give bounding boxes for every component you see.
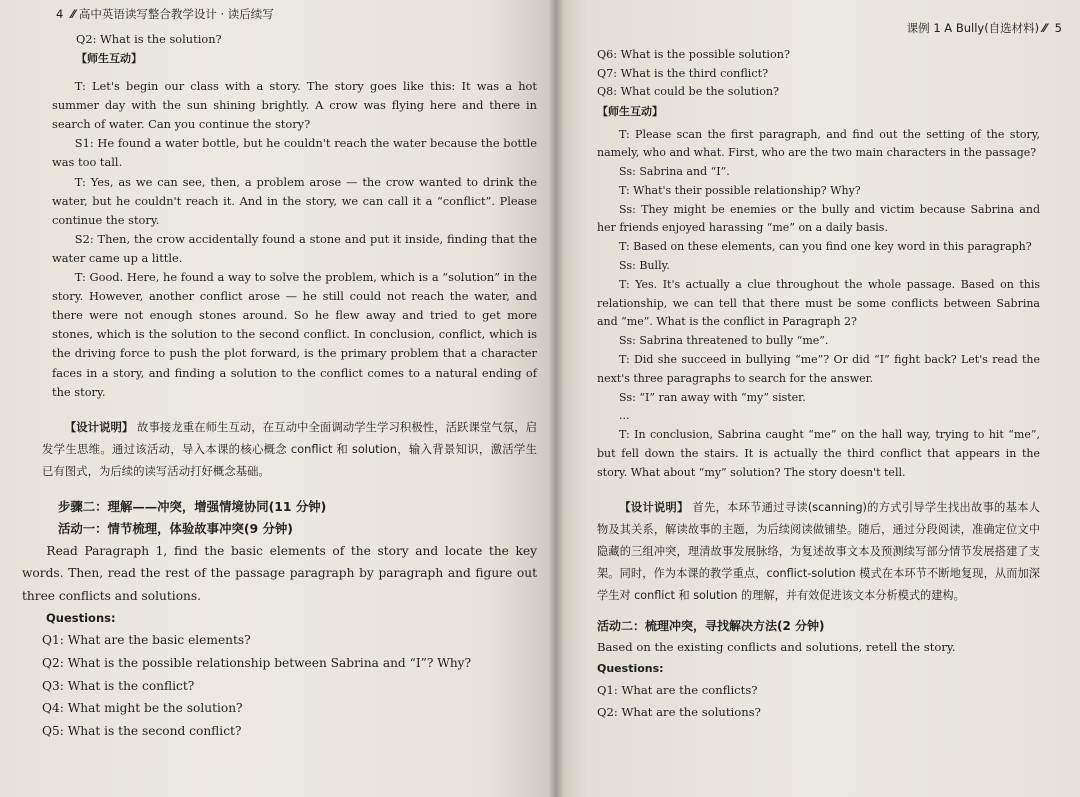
design-note — [22, 416, 537, 482]
instruction: Based on the existing conflicts and solutions, retell the story. — [597, 639, 956, 654]
dialogue-line: S2: Then, the crow accidentally found a stone and put it inside, finding that the water came up a little. — [52, 231, 537, 265]
interaction-label: 【师生互动】 — [76, 52, 142, 66]
activity-title: 活动二：梳理冲突，寻找解决方法(2 分钟) — [597, 618, 825, 633]
dialogue-line: T: Yes, as we can see, then, a problem arose — the crow wanted to drink the water, but he couldn't reach it. And in the story, we can call it a “conflict”. Please continue the story. — [52, 174, 537, 227]
right-page-header — [597, 20, 1070, 36]
question-item: Q6: What is the possible solution? — [597, 48, 790, 61]
dialogue-line: Ss: Sabrina and “I”. — [619, 165, 730, 179]
header-mark: ⁄⁄ — [1042, 21, 1047, 35]
question-item: Q2: What is the possible relationship between Sabrina and “I”? Why? — [42, 655, 472, 670]
dialogue-line: T: What's their possible relationship? Why? — [619, 183, 861, 197]
dialogue-line: T: Let's begin our class with a story. The story goes like this: It was a hot summer day with the sun shining brightly. A crow was flying here and there in search of water. Can you continue the story? — [52, 79, 537, 132]
question-item: Q7: What is the third conflict? — [597, 66, 769, 80]
dialogue-line: Ss: “I” ran away with “my” sister. — [619, 390, 806, 404]
question-item: Q1: What are the basic elements? — [42, 632, 251, 647]
question-item: Q2: What are the solutions? — [597, 704, 761, 719]
question-item: Q3: What is the conflict? — [42, 678, 195, 693]
question-q2: Q2: What is the solution? — [76, 32, 222, 46]
activity-title: 活动一：情节梳理，体验故事冲突(9 分钟) — [58, 520, 293, 536]
question-item: Q5: What is the second conflict? — [42, 724, 242, 739]
dialogue-line: T: Please scan the first paragraph, and find out the setting of the story, namely, who and what. First, who are the two main characters in the passage? — [597, 127, 1040, 160]
page-number: 5 — [1054, 21, 1062, 35]
dialogue-line: Ss: Bully. — [619, 259, 670, 273]
interaction-label: 【师生互动】 — [597, 104, 663, 118]
questions-label: Questions: — [46, 610, 116, 625]
design-note-text: 故事接龙重在师生互动，在互动中全面调动学生学习积极性，活跃课堂气氛，启发学生思维。通过该活动，导入本课的核心概念 conflict 和 solution，输入背景知识，激活学生已有图式，为后续的读写活动打好概念基础。 — [42, 419, 537, 478]
left-page-header — [48, 6, 537, 22]
dialogue-line: T: Yes. It's actually a clue throughout the whole passage. Based on this relationship, we can tell that there must be some conflicts between Sabrina and “me”. What is the conflict in Paragraph 2? — [597, 277, 1040, 329]
design-note-label: 【设计说明】 — [64, 419, 134, 434]
design-note-text: 首先，本环节通过寻读(scanning)的方式引导学生找出故事的基本人物及其关系，解读故事的主题，为后续阅读做铺垫。随后，通过分段阅读，准确定位文中隐藏的三组冲突，理清故事发展脉络，为复述故事文本及预测续写部分情节发展搭建了支架。同时，作为本课的教学重点，conflict-solution 模式在本环节不断地复现，从而加深学生对 conflict 和 solution 的理解，并有效促进该文本分析模式的建构。 — [597, 500, 1040, 602]
header-title: 课例 1 A Bully(自选材料) — [906, 21, 1040, 35]
dialogue-line: T: Did she succeed in bullying “me”? Or did “I” fight back? Let's read the next's three paragraphs to search for the answer. — [597, 353, 1040, 385]
design-note — [597, 497, 1040, 607]
book-gutter — [548, 0, 564, 797]
header-title: 高中英语读写整合教学设计 · 读后续写 — [78, 7, 274, 21]
step-title: 步骤二：理解——冲突，增强情境协同(11 分钟) — [58, 498, 327, 514]
dialogue-line: T: Good. Here, he found a way to solve the problem, which is a “solution” in the story. However, another conflict arose — he still could not reach the water, and there were not enough stones around. So he flew away and tried to get more stones, which is the solution to the second conflict. In conclusion, conflict, which is the driving force to push the plot forward, is the primary problem that a character faces in a story, and finding a solution to the conflict comes to a natural ending of the story. — [52, 270, 537, 399]
questions-label: Questions: — [597, 662, 664, 676]
page-number: 4 — [56, 7, 64, 21]
dialogue-line: Ss: They might be enemies or the bully and victim because Sabrina and her friends enjoyed harassing “me” on a daily basis. — [597, 202, 1040, 235]
dialogue-line: S1: He found a water bottle, but he couldn't reach the water because the bottle was too tall. — [52, 136, 537, 170]
header-mark: ⁄⁄ — [71, 7, 76, 21]
question-item: Q4: What might be the solution? — [42, 701, 243, 716]
ellipsis: ... — [619, 409, 630, 423]
question-item: Q8: What could be the solution? — [597, 85, 780, 98]
dialogue-line: Ss: Sabrina threatened to bully “me”. — [619, 334, 829, 348]
instruction: Read Paragraph 1, find the basic elements of the story and locate the key words. Then, read the rest of the passage paragraph by paragraph and figure out three conflicts and solutions. — [22, 543, 537, 603]
dialogue-line: T: Based on these elements, can you find one key word in this paragraph? — [619, 240, 1032, 254]
question-item: Q1: What are the conflicts? — [597, 683, 758, 698]
right-page — [555, 0, 1080, 797]
design-note-label: 【设计说明】 — [619, 500, 689, 514]
dialogue-line: T: In conclusion, Sabrina caught “me” on the hall way, trying to hit “me”, but fell down the stairs. It is actually the third conflict that appears in the story. What about “my” solution? The story doesn't tell. — [597, 428, 1040, 479]
